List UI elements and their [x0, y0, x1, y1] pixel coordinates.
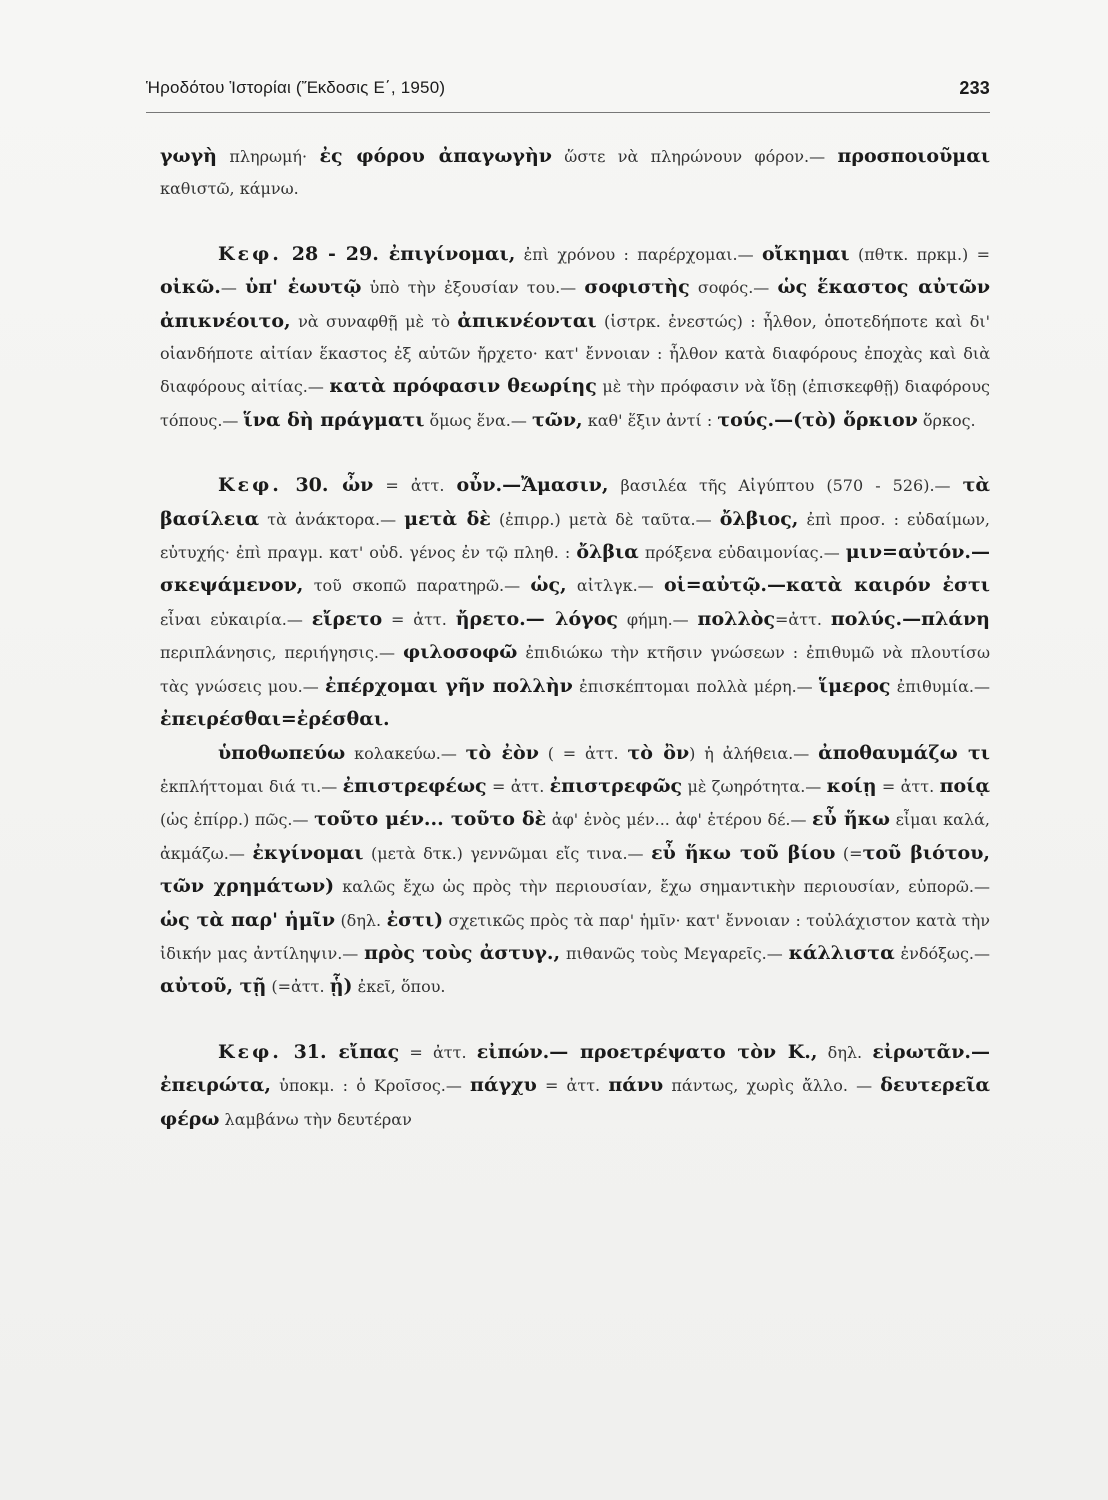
- headword: ἀποθαυμάζω τι: [818, 741, 990, 764]
- headword: ὑπ' ἑωυτῷ: [245, 276, 362, 299]
- headword: ὑποθωπεύω: [218, 741, 346, 764]
- gloss-text: ἐπιθυμία.—: [890, 676, 990, 696]
- headword: ὄλβια: [576, 541, 639, 564]
- headword: εἴρετο: [311, 607, 383, 630]
- chapter-label: Κεφ.: [218, 474, 282, 497]
- gloss-text: ἐπὶ προσ. : εὐδαίμων, εὐτυχής· ἐπὶ πραγμ. κατ' οὐδ. γένος ἐν τῷ πληθ. :: [160, 509, 991, 563]
- headword: φιλοσοφῶ: [403, 641, 518, 664]
- headword: ἐς φόρου ἀπαγωγὴν: [319, 145, 552, 167]
- gloss-text: (πθτκ. πρκμ.) =: [849, 244, 991, 264]
- headword: πολλὸς: [697, 607, 776, 630]
- gloss-text: (δηλ.: [335, 910, 387, 930]
- headword: προσποιοῦμαι: [837, 145, 991, 167]
- gloss-text: ἐκεῖ, ὅπου.: [352, 977, 446, 997]
- gloss-text: σοφός.—: [689, 278, 778, 298]
- gloss-text: (ἐπιρρ.) μετὰ δὲ ταῦτα.—: [490, 509, 720, 529]
- gloss-text: = ἀττ.: [382, 609, 456, 629]
- paragraph: [160, 469, 990, 736]
- headword: εἰρωτᾶν.— ἐπειρώτα,: [160, 1040, 990, 1097]
- headword: ἐπιγίνομαι,: [388, 242, 516, 265]
- gloss-text: μὲ ζωηρότητα.—: [682, 776, 827, 796]
- headword: ἵνα δὴ πράγματι: [243, 408, 425, 431]
- headword: ἐπειρέσθαι=ἐρέσθαι.: [160, 708, 390, 731]
- gloss-text: εἶναι εὐκαιρία.—: [160, 609, 312, 629]
- gloss-text: σχετικῶς πρὸς τὰ παρ' ἡμῖν· κατ' ἔννοιαν : τοὐλάχιστον κατὰ τὴν ἰδικήν μας ἀντίληψιν.—: [160, 910, 990, 963]
- headword: ἵμερος: [818, 674, 891, 697]
- gloss-text: κολακεύω.—: [345, 743, 466, 763]
- chapter-number: 31.: [281, 1040, 339, 1063]
- paragraph: [160, 140, 990, 206]
- running-header: [146, 78, 990, 110]
- gloss-text: ἀφ' ἑνὸς μέν... ἀφ' ἑτέρου δέ.—: [546, 810, 813, 830]
- gloss-text: ὅμως ἕνα.—: [424, 410, 532, 430]
- headword: τῶν,: [531, 408, 583, 431]
- gloss-text: —: [220, 278, 246, 298]
- headword: κοίῃ: [826, 774, 877, 797]
- gloss-text: = ἀττ.: [876, 776, 940, 796]
- paragraph: [160, 238, 990, 437]
- paragraph: [160, 1036, 990, 1136]
- headword: μιν=αὐτόν.—σκεψάμενον,: [160, 541, 991, 597]
- headword: πρὸς τοὺς ἀστυγ.,: [364, 941, 561, 964]
- gloss-text: ) ἡ ἀλήθεια.—: [689, 743, 819, 763]
- headword: τούς.—(τὸ) ὅρκιον: [717, 408, 918, 431]
- gloss-text: περιπλάνησις, περιήγησις.—: [160, 643, 404, 663]
- gloss-text: καθιστῶ, κάμνω.: [160, 179, 299, 199]
- gloss-text: (ἱστρκ. ἐνεστώς) : ἦλθον, ὁποτεδήποτε καὶ δι' οἱανδήποτε αἰτίαν ἕκαστος ἐξ αὐτῶν ἤρχετο· κατ' ἔννοιαν : ἦλθον κατὰ διαφόρους ἐποχὰς καὶ διὰ διαφόρους αἰτίας.—: [160, 311, 991, 397]
- gloss-text: ( = ἀττ.: [538, 743, 628, 763]
- gloss-text: =ἀττ.: [775, 609, 831, 629]
- gloss-text: πληρωμή·: [217, 147, 320, 166]
- gloss-text: αἰτλγκ.—: [566, 576, 664, 596]
- gloss-text: (ὡς ἐπίρρ.) πῶς.—: [160, 810, 315, 830]
- gloss-text: καθ' ἕξιν ἀντί :: [582, 410, 718, 430]
- chapter-number: 28 - 29.: [281, 242, 389, 265]
- gloss-text: ὥστε νὰ πληρώνουν φόρον.—: [551, 147, 838, 166]
- headword: ἀπικνέονται: [457, 309, 597, 332]
- headword: εἰπών.— προετρέψατο τὸν Κ.,: [476, 1040, 818, 1063]
- chapter-label: Κεφ.: [218, 1040, 282, 1063]
- headword: εὖ ἥκω: [812, 808, 891, 831]
- headword: ὡς,: [530, 574, 567, 597]
- gloss-text: πάντως, χωρὶς ἄλλο. —: [663, 1076, 881, 1096]
- gloss-text: (=: [835, 843, 863, 863]
- gloss-text: ἐκπλήττομαι διά τι.—: [160, 776, 343, 796]
- headword: πάνυ: [608, 1074, 664, 1097]
- gloss-text: ἐπὶ χρόνου : παρέρχομαι.—: [515, 244, 762, 264]
- headword: ἤρετο.— λόγος: [455, 607, 618, 630]
- headword: τοῦτο μέν... τοῦτο δὲ: [314, 808, 547, 831]
- gloss-text: πρόξενα εὐδαιμονίας.—: [638, 543, 846, 563]
- paragraph: [160, 737, 990, 1004]
- headword: αὐτοῦ, τῇ: [160, 975, 267, 998]
- chapter-label: Κεφ.: [218, 242, 282, 265]
- headword: οἰκῶ.: [160, 276, 221, 299]
- gloss-text: (μετὰ δτκ.) γεννῶμαι εἴς τινα.—: [363, 843, 652, 863]
- headword: κατὰ πρόφασιν θεωρίης: [329, 375, 597, 398]
- gloss-text: τὰ ἀνάκτορα.—: [259, 509, 405, 529]
- commentary-text: [160, 140, 990, 1136]
- headword: τοῦ βιότου, τῶν χρημάτων): [160, 841, 991, 898]
- gloss-text: τοῦ σκοπῶ παρατηρῶ.—: [303, 576, 531, 596]
- headword: ἐστι): [386, 908, 444, 931]
- headword: δευτερεῖα φέρω: [160, 1074, 991, 1130]
- headword: εὖ ἥκω τοῦ βίου: [651, 841, 836, 864]
- headword: σοφιστὴς: [584, 276, 690, 299]
- gloss-text: βασιλέα τῆς Αἰγύπτου (570 - 526).—: [608, 476, 963, 496]
- headword: πολύς.—πλάνη: [830, 607, 990, 630]
- headword: ὦν: [342, 474, 374, 497]
- headword: εἴπας: [338, 1040, 400, 1063]
- gloss-text: ὅρκος.: [917, 410, 976, 430]
- headword: οὖν.—Ἄμασιν,: [456, 474, 609, 497]
- gloss-text: = ἀττ.: [536, 1076, 609, 1096]
- gloss-text: = ἀττ.: [399, 1042, 477, 1062]
- headword: πάγχυ: [470, 1074, 537, 1097]
- headword: οἴκημαι: [761, 242, 850, 265]
- gloss-text: ὑποκμ. : ὁ Κροῖσος.—: [270, 1076, 471, 1096]
- headword: ὄλβιος,: [719, 507, 799, 530]
- headword: οἱ=αὐτῷ.—κατὰ καιρόν ἐστι: [663, 574, 990, 597]
- gloss-text: μὲ τὴν πρόφασιν νὰ ἴδῃ (ἐπισκεφθῇ) διαφόρους τόπους.—: [160, 377, 991, 430]
- headword: τὸ ὂν: [627, 741, 690, 764]
- headword: ἐκγίνομαι: [252, 841, 364, 864]
- gloss-text: δηλ.: [817, 1042, 873, 1062]
- headword: ὡς ἕκαστος αὐτῶν ἀπικνέοιτο,: [160, 276, 991, 332]
- gloss-text: φήμη.—: [617, 609, 698, 629]
- gloss-text: = ἀττ.: [373, 476, 457, 496]
- headword: ἐπέρχομαι γῆν πολλὴν: [325, 674, 573, 697]
- headword: ὡς τὰ παρ' ἡμῖν: [160, 908, 336, 931]
- gloss-text: πιθανῶς τοὺς Μεγαρεῖς.—: [560, 943, 789, 963]
- headword: ἐπιστρεφέως: [342, 774, 487, 797]
- gloss-text: ἐπισκέπτομαι πολλὰ μέρη.—: [572, 676, 819, 696]
- headword: ἐπιστρεφῶς: [549, 774, 683, 797]
- headword: τὰ βασίλεια: [160, 474, 990, 530]
- headword: γωγὴ: [160, 145, 217, 167]
- headword: ᾗ): [329, 975, 353, 998]
- headword: τὸ ἐὸν: [465, 741, 539, 764]
- headword: κάλλιστα: [788, 941, 895, 964]
- gloss-text: ἐνδόξως.—: [894, 943, 991, 963]
- gloss-text: (=ἀττ.: [266, 977, 330, 997]
- gloss-text: νὰ συναφθῇ μὲ τὸ: [290, 311, 458, 331]
- gloss-text: = ἀττ.: [486, 776, 550, 796]
- gloss-text: ἐπιδιώκω τὴν κτῆσιν γνώσεων : ἐπιθυμῶ νὰ πλουτίσω τὰς γνώσεις μου.—: [160, 643, 990, 696]
- gloss-text: λαμβάνω τὴν δευτέραν: [219, 1109, 412, 1129]
- headword: μετὰ δὲ: [404, 507, 491, 530]
- gloss-text: καλῶς ἔχω ὡς πρὸς τὴν περιουσίαν, ἔχω σημαντικὴν περιουσίαν, εὐπορῶ.—: [334, 877, 991, 897]
- header-rule: [146, 112, 990, 113]
- gloss-text: εἶμαι καλά, ἀκμάζω.—: [160, 810, 991, 863]
- page-number: 233: [959, 78, 990, 98]
- chapter-number: 30.: [281, 474, 343, 497]
- header-title: Ἡροδότου Ἱστορίαι (Ἔκδοσις Ε΄, 1950): [146, 78, 446, 97]
- headword: ποίᾳ: [939, 774, 990, 797]
- gloss-text: ὑπὸ τὴν ἐξουσίαν του.—: [361, 278, 585, 298]
